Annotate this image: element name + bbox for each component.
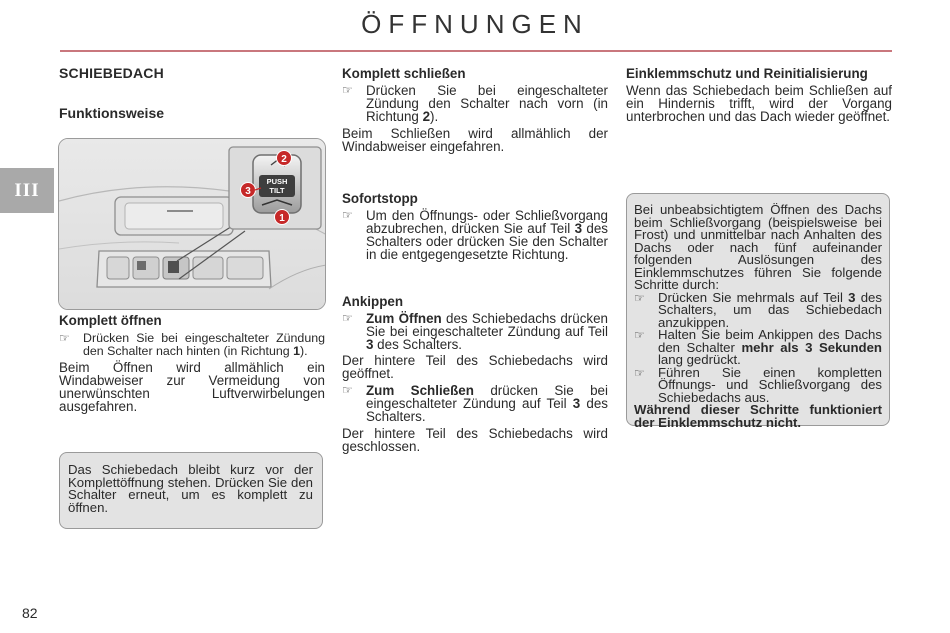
title-divider [60,50,892,52]
reset-note-box [626,193,890,430]
section-subtitle: Funktionsweise [59,105,165,121]
close-heading: Komplett schließen [342,66,466,81]
reset-step-2: ☞ Halten Sie beim Ankippen des Dachs den Schalter mehr als 3 Sekunden lang gedrückt. [634,327,882,367]
pointing-hand-icon: ☞ [342,311,353,325]
page-number: 82 [22,605,38,621]
chapter-tab[interactable]: III [0,168,54,213]
overhead-console-drawing [59,139,326,310]
switch-label-push: PUSH [266,177,288,186]
open-note-text: Das Schiebedach bleibt kurz vor der Komplettöffnung stehen. Drücken Sie den Schalter erneut, um es komplett zu öffnen. [68,462,313,515]
open-note-box [59,452,323,529]
badge-1: 1 [279,213,285,224]
tilt-close-result: Der hintere Teil des Schiebedachs wird geschlossen. [342,426,608,454]
badge-3: 3 [245,186,251,197]
pointing-hand-icon: ☞ [342,383,353,397]
stop-heading: Sofortstopp [342,191,418,206]
pointing-hand-icon: ☞ [634,365,645,380]
close-paragraph: Beim Schließen wird allmählich der Windabweiser eingefahren. [342,126,608,154]
section-title: SCHIEBEDACH [59,65,164,81]
open-paragraph: Beim Öffnen wird allmählich ein Windabweiser zur Vermeidung von unerwünschten Luftverwirbelungen ausgefahren. [59,360,325,414]
switch-label-tilt: TILT [269,186,285,195]
reset-warning: Während dieser Schritte funktioniert der Einklemmschutz nicht. [634,402,882,430]
stop-instruction: ☞ Um den Öffnungs- oder Schließvorgang abzubrechen, drücken Sie auf Teil 3 des Schalters oder drücken Sie den Schalter in die entgegengesetzte Richtung. [342,208,608,262]
open-instruction: ☞ Drücken Sie bei eingeschalteter Zündung den Schalter nach hinten (in Richtung 1). [59,331,325,358]
tilt-open-instruction: ☞ Zum Öffnen des Schiebedachs drücken Sie bei eingeschalteter Zündung auf Teil 3 des Schalters. [342,311,608,352]
pointing-hand-icon: ☞ [342,83,353,97]
close-instruction: ☞ Drücken Sie bei eingeschalteter Zündung den Schalter nach vorn (in Richtung 2). [342,83,608,124]
reset-step-3: ☞ Führen Sie einen kompletten Öffnungs- und Schließvorgang des Schiebedachs aus. [634,364,882,405]
pointing-hand-icon: ☞ [59,331,70,345]
pointing-hand-icon: ☞ [634,290,645,305]
tilt-close-instruction: ☞ Zum Schließen drücken Sie bei eingeschalteter Zündung auf Teil 3 des Schalters. [342,383,609,424]
pinch-heading: Einklemmschutz und Reinitialisierung [626,66,868,81]
tilt-heading: Ankippen [342,294,404,309]
reset-note-intro: Bei unbeabsichtigtem Öffnen des Dachs beim Schließvorgang (beispielsweise bei Frost) und unmittelbar nach Anhalten des Dachs oder nach fünf aufeinander folgenden Auslösungen des Einklemmschutzes führen Sie folgende Schritte durch: [634,202,882,292]
page-title: ÖFFNUNGEN [361,9,589,39]
pinch-paragraph: Wenn das Schiebedach beim Schließen auf ein Hindernis trifft, wird der Vorgang unterbrochen und das Dach wieder geöffnet. [626,83,892,124]
open-heading: Komplett öffnen [59,313,162,328]
pointing-hand-icon: ☞ [634,328,645,342]
pointing-hand-icon: ☞ [342,208,353,222]
sunroof-switch-illustration [58,138,326,310]
reset-step-1: ☞ Drücken Sie mehrmals auf Teil 3 des Schalters, um das Schiebedach anzukippen. [634,289,882,330]
tilt-open-result: Der hintere Teil des Schiebedachs wird geöffnet. [342,353,608,381]
badge-2: 2 [281,154,287,165]
